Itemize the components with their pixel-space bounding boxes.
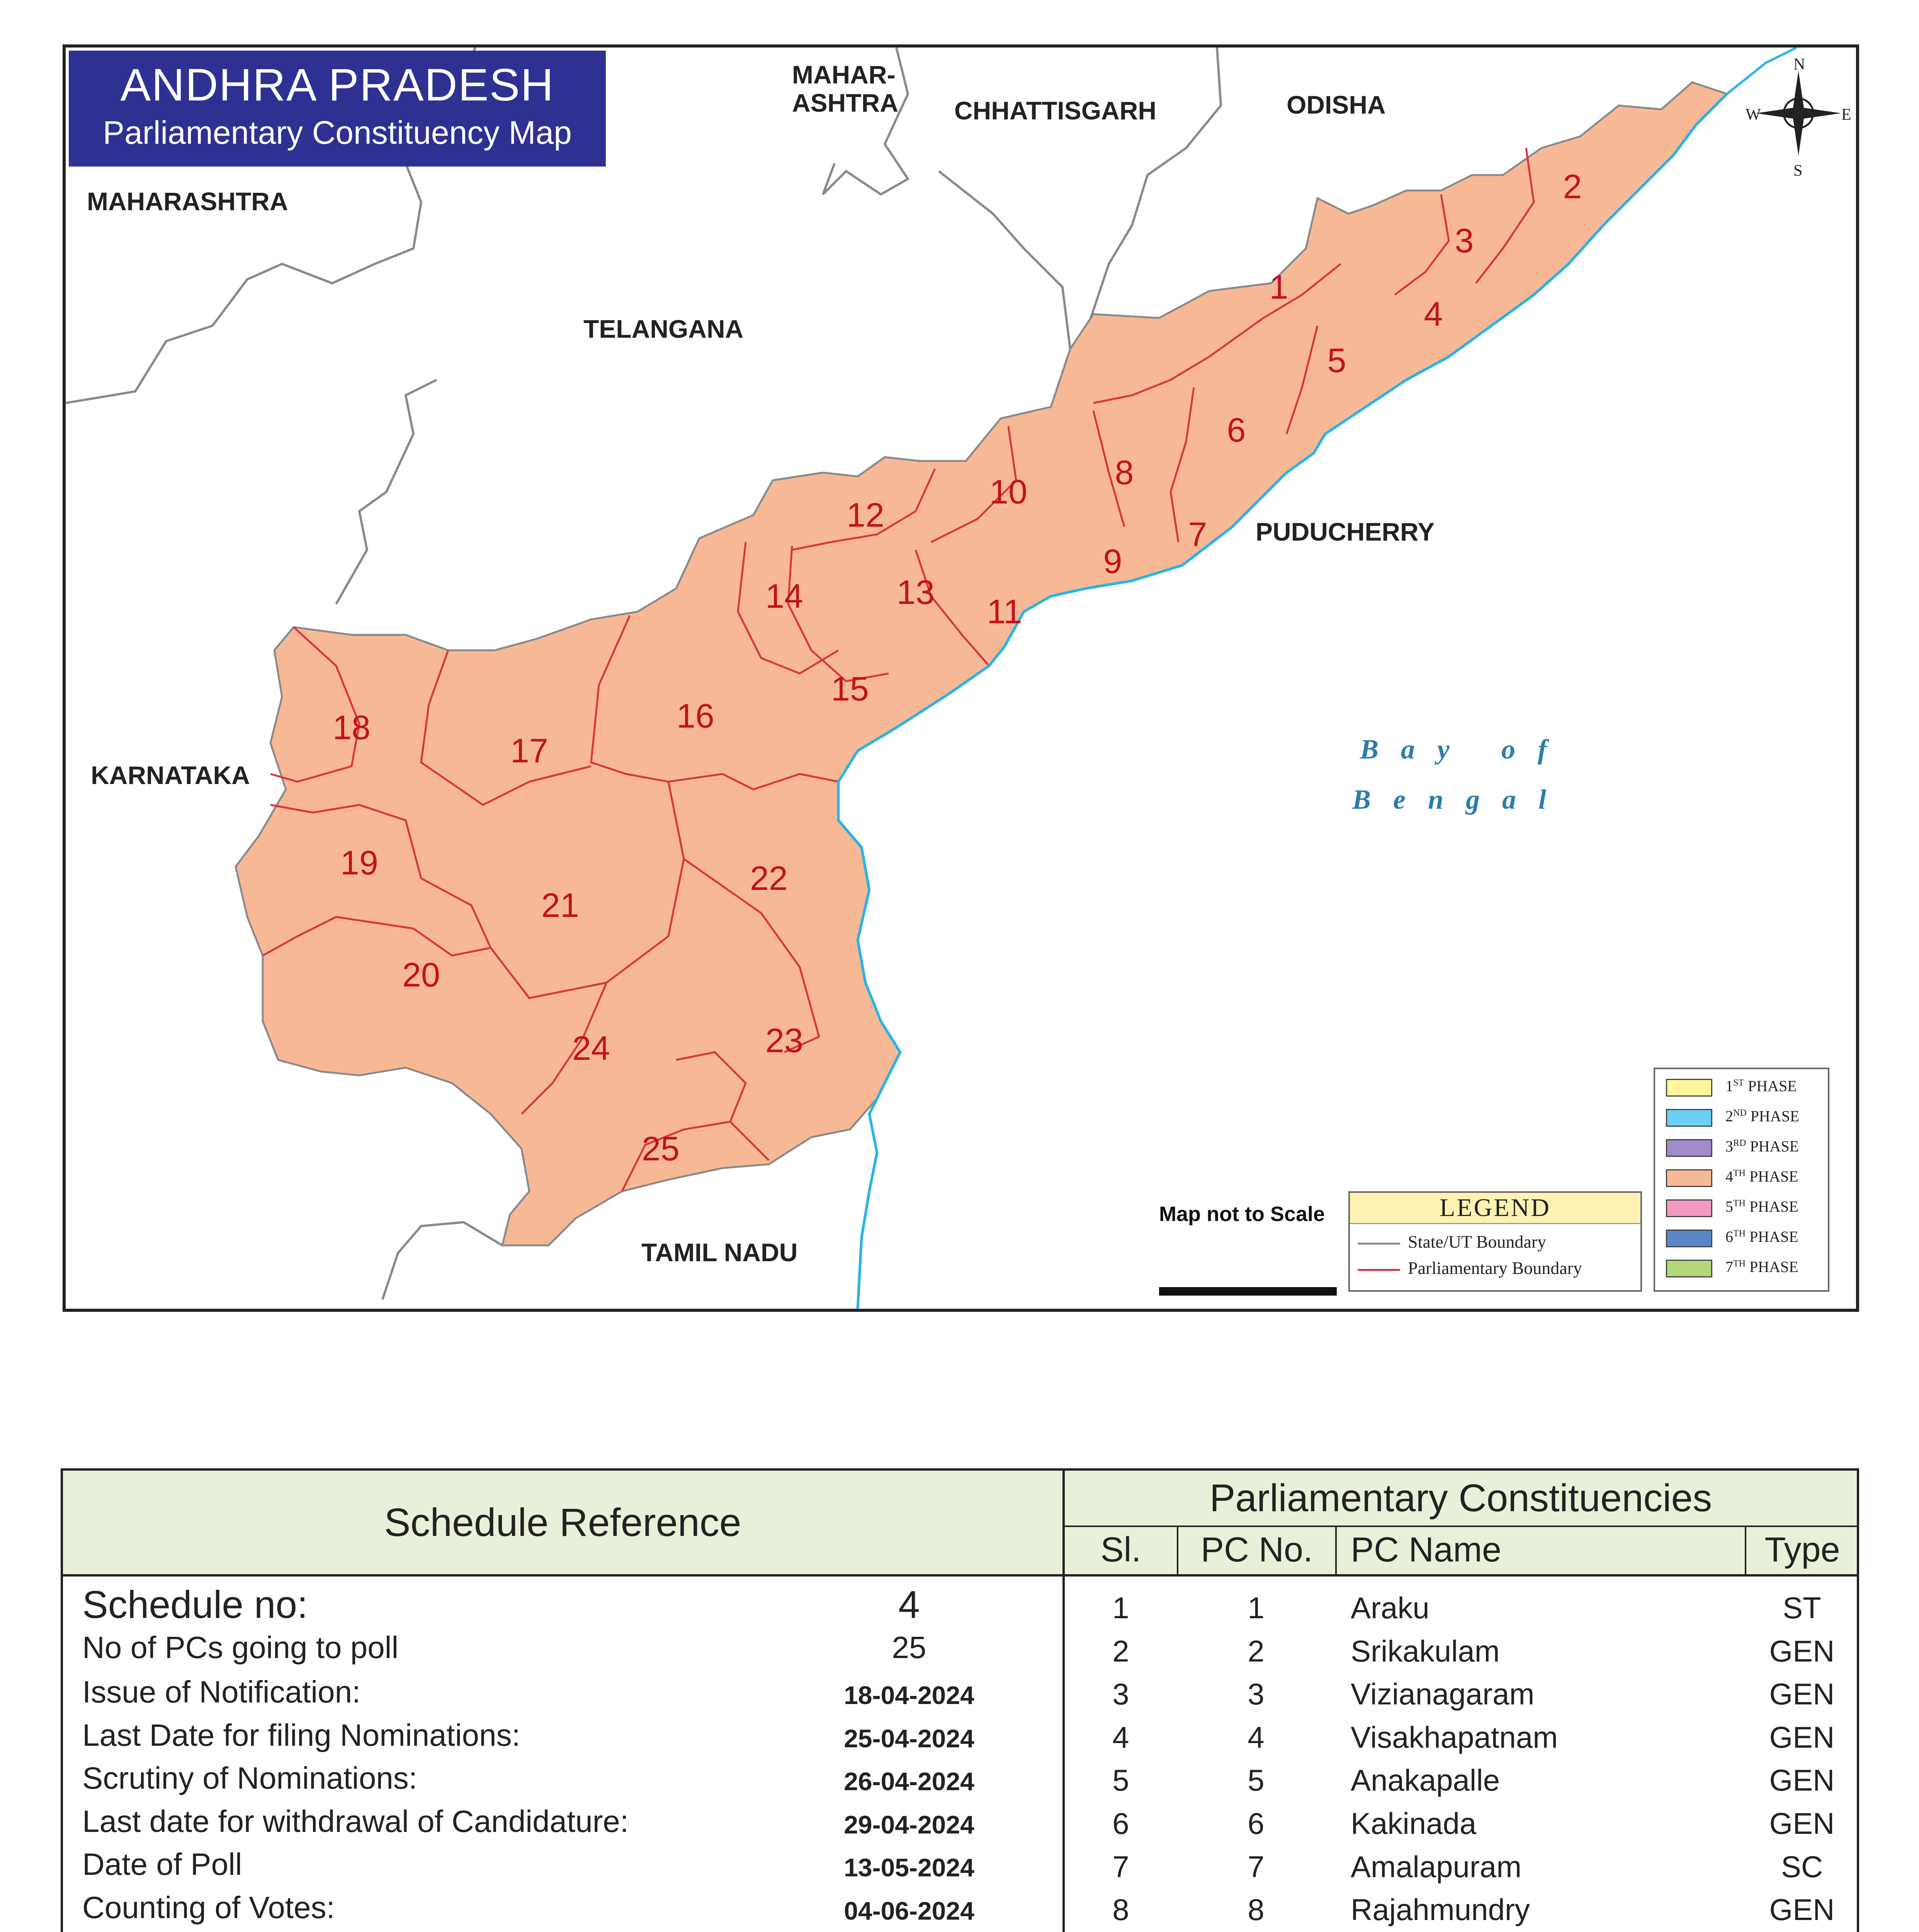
phase-sup: ND [1733,1108,1747,1118]
schedule-item-value: 18-04-2024 [844,1681,974,1709]
phase-num: 1 [1725,1077,1733,1095]
legend-pc-boundary [1358,1258,1582,1278]
pc-name: Vizianagaram [1351,1677,1535,1711]
pc-sl: 3 [1112,1677,1129,1711]
label-tamil-nadu: TAMIL NADU [641,1238,798,1267]
table-row [1065,1888,1859,1931]
phase-row [1666,1167,1798,1190]
map-panel [63,44,1859,1312]
pc-boundary-swatch [1358,1269,1400,1271]
schedule-item-label: Last date for withdrawal of Candidature: [82,1804,629,1838]
phase-row [1666,1228,1798,1251]
phase-swatch [1666,1260,1712,1277]
pc-number-3: 3 [1455,221,1474,260]
pcs-value: 25 [892,1630,926,1665]
schedule-item-value: 29-04-2024 [844,1810,974,1839]
compass-s: S [1793,162,1803,180]
legend-state-boundary [1358,1231,1546,1252]
phase-num: 2 [1725,1107,1733,1125]
phase-num: 6 [1725,1228,1733,1245]
phase-num: 5 [1725,1198,1733,1215]
legend-state-boundary-label: State/UT Boundary [1408,1232,1547,1252]
pc-number-5: 5 [1327,341,1346,379]
phase-sup: TH [1733,1198,1746,1209]
phase-label: PHASE [1748,1077,1797,1095]
schedule-item-label: Date of Poll [82,1847,242,1881]
constituencies-header [1065,1471,1857,1577]
col-pc-name: PC Name [1351,1531,1502,1569]
pc-sl: 8 [1112,1893,1129,1927]
pc-type: GEN [1769,1893,1835,1927]
constituencies-title: Parliamentary Constituencies [1065,1471,1857,1527]
pc-number-18: 18 [333,708,371,747]
label-maharashtra-north: MAHAR- [792,60,896,89]
pc-type: SC [1781,1849,1823,1884]
schedule-item-value: 25-04-2024 [844,1724,974,1753]
boundary-chhattisgarh-telangana [939,171,1070,349]
pc-sl: 6 [1112,1806,1129,1840]
pc-number-6: 6 [1227,411,1246,449]
schedule-no-label: Schedule no: [82,1583,308,1626]
phase-legend [1654,1068,1829,1292]
pc-sl: 7 [1112,1849,1129,1884]
legend-pc-boundary-label: Parliamentary Boundary [1408,1258,1582,1278]
pc-no: 1 [1248,1591,1265,1625]
schedule-item-label: Scrutiny of Nominations: [82,1761,418,1795]
pc-type: GEN [1769,1806,1835,1840]
pc-number-14: 14 [765,577,803,615]
label-karnataka: KARNATAKA [91,761,250,789]
pc-no: 7 [1248,1849,1265,1884]
compass-n: N [1793,56,1805,73]
phase-row [1666,1137,1799,1160]
boundary-telangana-karnataka [336,380,437,604]
compass [1746,55,1851,183]
schedule-reference-header: Schedule Reference [63,1471,1065,1577]
boundary-tn-karnataka [382,1222,502,1299]
pc-number-11: 11 [987,592,1022,631]
schedule-item-label: Issue of Notification: [82,1675,361,1709]
table-row [1065,1716,1859,1759]
pc-number-8: 8 [1115,453,1134,492]
pc-type: GEN [1769,1677,1835,1711]
pc-name: Anakapalle [1351,1763,1500,1798]
schedule-table [61,1468,1859,1932]
table-row [1065,1673,1859,1716]
legend-box [1348,1191,1642,1292]
phase-row [1666,1258,1798,1281]
pc-number-24: 24 [572,1029,610,1067]
pc-name: Srikakulam [1351,1634,1500,1668]
label-chhattisgarh: CHHATTISGARH [954,96,1157,125]
phase-label: PHASE [1749,1198,1798,1215]
pc-number-12: 12 [846,496,884,534]
schedule-item-value: 04-06-2024 [844,1896,974,1925]
pc-name: Rajahmundry [1351,1893,1530,1927]
pc-number-19: 19 [340,844,378,882]
label-bay-of: Bay of [1360,734,1569,765]
label-telangana: TELANGANA [583,315,744,343]
col-pc-no: PC No. [1200,1531,1313,1569]
phase-label: PHASE [1749,1168,1798,1185]
state-map-graphic [66,48,1856,1309]
phase-swatch [1666,1199,1712,1217]
table-row [1065,1759,1859,1802]
col-divider [1335,1526,1337,1574]
pc-number-22: 22 [750,859,788,897]
pc-type: GEN [1769,1720,1835,1754]
pc-number-10: 10 [989,473,1027,511]
compass-w: W [1746,106,1761,124]
phase-swatch [1666,1109,1712,1127]
phase-swatch [1666,1230,1712,1247]
phase-swatch [1666,1079,1712,1097]
pc-name: Amalapuram [1351,1849,1522,1884]
pc-number-7: 7 [1188,515,1207,553]
phase-num: 3 [1725,1138,1733,1155]
pc-number-25: 25 [642,1129,680,1168]
phase-row [1666,1107,1799,1130]
phase-label: PHASE [1749,1228,1798,1245]
pc-number-2: 2 [1563,167,1582,206]
col-type: Type [1764,1531,1840,1569]
phase-row [1666,1077,1797,1100]
pc-number-15: 15 [831,670,869,708]
schedule-item-value: 13-05-2024 [844,1853,974,1882]
col-sl: Sl. [1100,1531,1141,1569]
pc-type: GEN [1769,1634,1835,1668]
pc-no: 6 [1248,1806,1265,1840]
pc-no: 2 [1248,1634,1265,1668]
pc-number-16: 16 [676,697,714,735]
phase-label: PHASE [1750,1138,1799,1155]
pc-number-4: 4 [1424,295,1443,333]
legend-title: LEGEND [1350,1193,1640,1224]
pc-number-9: 9 [1103,542,1122,580]
map-title-box [69,51,606,167]
label-maharashtra-north-2: ASHTRA [792,88,898,117]
pc-no: 5 [1248,1763,1265,1798]
phase-num: 4 [1725,1168,1733,1185]
phase-sup: ST [1733,1078,1744,1088]
schedule-item-label: Counting of Votes: [82,1890,335,1925]
pc-no: 3 [1248,1677,1265,1711]
pc-sl: 1 [1112,1591,1129,1625]
pc-sl: 5 [1112,1763,1129,1798]
phase-row [1666,1197,1798,1221]
pc-type: GEN [1769,1763,1835,1798]
pc-name: Visakhapatnam [1351,1720,1558,1754]
phase-sup: TH [1733,1228,1746,1239]
state-boundary-swatch [1358,1243,1400,1245]
table-row [1065,1630,1859,1673]
compass-e: E [1841,106,1851,124]
schedule-no-value: 4 [898,1583,920,1626]
pc-number-21: 21 [541,886,579,924]
pc-sl: 2 [1112,1634,1129,1668]
label-bengal: Bengal [1352,784,1569,815]
scale-note: Map not to Scale [1159,1202,1325,1226]
scale-bar [1159,1287,1337,1296]
pc-no: 8 [1248,1893,1265,1927]
phase-sup: TH [1733,1259,1746,1269]
andhra-pradesh-shape [236,82,1727,1245]
phase-num: 7 [1725,1258,1733,1276]
phase-swatch [1666,1169,1712,1187]
pc-type: ST [1783,1591,1821,1625]
map-subtitle: Parliamentary Constituency Map [103,114,572,151]
pcs-label: No of PCs going to poll [82,1630,399,1665]
phase-sup: RD [1733,1138,1746,1148]
pc-sl: 4 [1112,1720,1129,1754]
phase-label: PHASE [1750,1107,1800,1125]
label-puducherry: PUDUCHERRY [1256,517,1435,546]
boundary-chhattisgarh-odisha [1086,48,1221,333]
pc-number-20: 20 [402,956,440,994]
pc-no: 4 [1248,1720,1265,1754]
label-maharashtra-west: MAHARASHTRA [87,187,288,216]
pc-name: Kakinada [1351,1806,1477,1840]
pc-number-17: 17 [510,731,548,770]
pc-number-1: 1 [1269,268,1288,306]
schedule-item-value: 26-04-2024 [844,1767,974,1796]
label-odisha: ODISHA [1287,90,1386,119]
pc-number-23: 23 [765,1021,803,1060]
table-row [1065,1587,1859,1629]
table-row [1065,1802,1859,1845]
phase-sup: TH [1733,1168,1746,1179]
phase-swatch [1666,1139,1712,1157]
map-title: ANDHRA PRADESH [120,60,554,111]
pc-number-13: 13 [897,573,935,611]
pc-name: Araku [1351,1591,1429,1625]
phase-label: PHASE [1749,1258,1798,1276]
schedule-item-label: Last Date for filing Nominations: [82,1718,520,1752]
table-row [1065,1845,1859,1888]
